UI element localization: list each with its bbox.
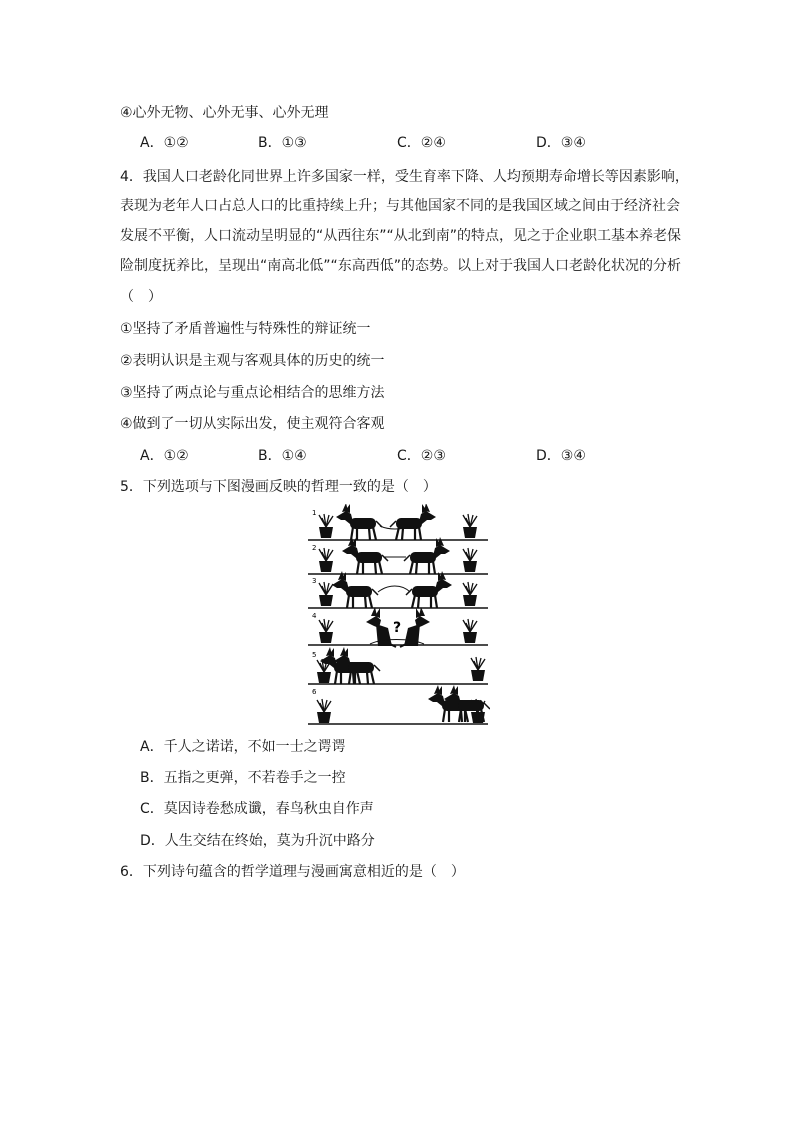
q3-option-c: C．②④ bbox=[397, 135, 446, 151]
q4-stem-line-1: 4．我国人口老龄化同世界上许多国家一样，受生育率下降、人均预期寿命增长等因素影响， bbox=[120, 169, 689, 185]
panel-number-1: 1 bbox=[312, 509, 317, 517]
q5-option-c: C．莫因诗卷愁成谶，春鸟秋虫自作声 bbox=[140, 801, 374, 817]
comic-question-mark: ? bbox=[393, 620, 402, 636]
q4-option-b: B．①④ bbox=[258, 448, 307, 464]
panel-number-2: 2 bbox=[312, 544, 317, 552]
q4-option-a: A．①② bbox=[140, 448, 189, 464]
q4-option-c: C．②③ bbox=[397, 448, 446, 464]
q5-stem: 5．下列选项与下图漫画反映的哲理一致的是（ ） bbox=[120, 479, 437, 495]
q4-item-2: ②表明认识是主观与客观具体的历史的统一 bbox=[120, 353, 385, 369]
q4-answer-blank: （ ） bbox=[120, 289, 162, 305]
q4-option-d: D．③④ bbox=[536, 448, 586, 464]
panel-number-5: 5 bbox=[312, 651, 317, 659]
q5-option-b: B．五指之更弹，不若卷手之一控 bbox=[140, 770, 346, 786]
q5-option-d: D．人生交结在终始，莫为升沉中路分 bbox=[140, 833, 375, 849]
q4-stem-line-4: 险制度抚养比，呈现出“南高北低”“东高西低”的态势。以上对于我国人口老龄化状况的分析 bbox=[120, 258, 682, 274]
q3-option-a: A．①② bbox=[140, 135, 189, 151]
q3-option-d: D．③④ bbox=[536, 135, 586, 151]
q3-option-b: B．①③ bbox=[258, 135, 307, 151]
q4-item-4: ④做到了一切从实际出发，使主观符合客观 bbox=[120, 416, 385, 432]
q4-item-1: ①坚持了矛盾普遍性与特殊性的辩证统一 bbox=[120, 321, 371, 337]
panel-number-3: 3 bbox=[312, 577, 317, 585]
q4-item-3: ③坚持了两点论与重点论相结合的思维方法 bbox=[120, 385, 385, 401]
donkey-cartoon bbox=[306, 504, 490, 728]
q4-stem-line-2: 表现为老年人口占总人口的比重持续上升；与其他国家不同的是我国区域之间由于经济社会 bbox=[120, 198, 680, 214]
q3-item-4: ④心外无物、心外无事、心外无理 bbox=[120, 105, 329, 121]
panel-number-4: 4 bbox=[312, 612, 317, 620]
q4-stem-line-3: 发展不平衡，人口流动呈明显的“从西往东”“从北到南”的特点，见之于企业职工基本养老保 bbox=[120, 228, 682, 244]
q5-option-a: A．千人之诺诺，不如一士之谔谔 bbox=[140, 739, 346, 755]
panel-number-6: 6 bbox=[312, 688, 317, 696]
q6-stem: 6．下列诗句蕴含的哲学道理与漫画寓意相近的是（ ） bbox=[120, 864, 465, 880]
